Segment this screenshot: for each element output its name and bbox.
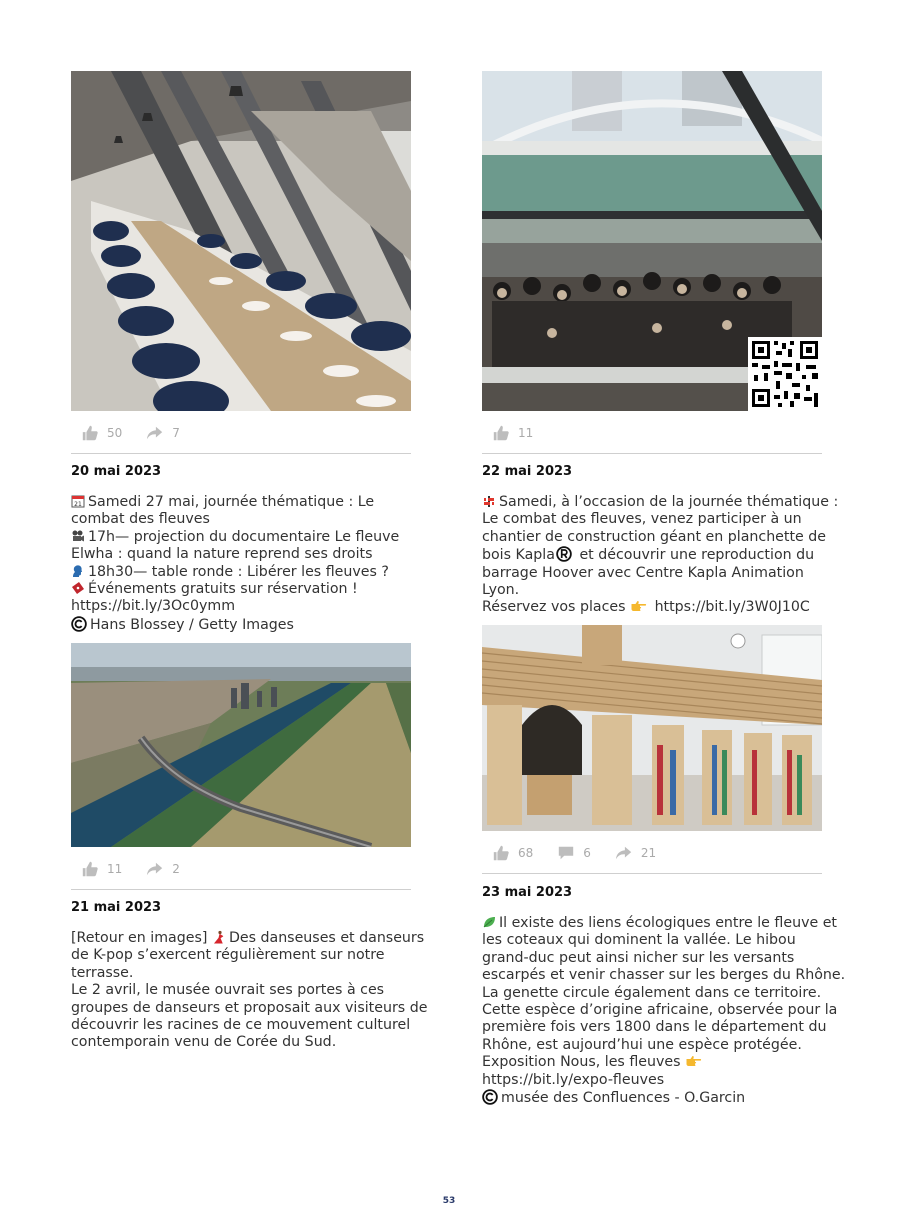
post-line-text: musée des Confluences - O.Garcin — [501, 1090, 746, 1107]
like-count[interactable] — [81, 424, 122, 442]
post-line-text: et découvrir une reproduction du — [579, 547, 815, 564]
share-arrow-icon — [146, 860, 164, 878]
like-count[interactable] — [492, 844, 533, 862]
ticket-icon — [71, 581, 85, 595]
comment-count[interactable] — [557, 844, 591, 862]
post-line-text: bois Kapla — [482, 547, 555, 564]
thumbs-up-icon — [81, 424, 99, 442]
share-count[interactable] — [615, 844, 656, 862]
copyright-icon — [482, 1089, 498, 1105]
post-date: 22 mai 2023 — [482, 464, 573, 479]
left-column — [71, 71, 428, 1071]
post-date: 23 mai 2023 — [482, 885, 573, 900]
post-line: barrage Hoover avec Centre Kapla Animation — [482, 564, 804, 581]
post-line: chantier de construction géant en planchette de — [482, 528, 827, 545]
post-line-text: Il existe des liens écologiques entre le fleuve et — [499, 915, 837, 931]
post-line-text: 18h30— table ronde : Libérer les fleuves ? — [88, 563, 389, 580]
post-line: Lyon. — [482, 582, 520, 599]
comment-icon — [557, 844, 575, 862]
qr-code-icon[interactable] — [748, 337, 822, 411]
post-line: escarpés et venir chasser sur les berges du Rhône. — [482, 967, 846, 984]
post-line: grand-duc peut ainsi nicher sur les versants — [482, 949, 795, 966]
like-count[interactable] — [492, 424, 533, 442]
post-line: Cette espèce d’origine africaine, observée pour la — [482, 1002, 838, 1019]
post-line-text: Samedi 27 mai, journée thématique : Le — [88, 494, 375, 510]
thumbs-up-icon — [492, 844, 510, 862]
post-link[interactable]: https://bit.ly/3Oc0ymm — [71, 598, 236, 615]
like-count[interactable] — [81, 860, 122, 878]
post-text — [482, 915, 846, 1107]
post-date: 21 mai 2023 — [71, 900, 162, 915]
post-line-text: Hans Blossey / Getty Images — [90, 616, 294, 633]
post-link[interactable]: https://bit.ly/3W0J10C — [654, 599, 810, 616]
kapla-construction-photo — [482, 625, 822, 831]
post-line — [71, 564, 416, 581]
post-line: découvrir les racines de ce mouvement culturel — [71, 1017, 411, 1034]
post-text — [482, 494, 839, 617]
post-line-text: Des danseuses et danseurs — [228, 930, 425, 946]
post-line — [482, 1089, 827, 1107]
like-count-value: 11 — [107, 862, 123, 876]
share-count[interactable] — [146, 860, 180, 878]
post-line — [482, 915, 837, 932]
post-stats — [482, 833, 822, 874]
right-column — [482, 71, 846, 1131]
movie-camera-icon — [71, 529, 85, 543]
svg-text:21: 21 — [74, 501, 82, 508]
post-line: contemporain venu de Corée du Sud. — [71, 1034, 337, 1051]
pointing-hand-icon — [685, 1054, 702, 1068]
dancers-photo — [482, 71, 822, 411]
post-line: La genette circule également dans ce territoire. — [482, 984, 822, 1001]
post-line: combat des fleuves — [71, 511, 210, 528]
leaf-icon — [482, 915, 496, 929]
post-line: Le 2 avril, le musée ouvrait ses portes à ces — [71, 982, 385, 999]
share-count-value: 2 — [172, 862, 180, 876]
share-count-value: 21 — [640, 846, 657, 860]
post-line: groupes de danseurs et proposait aux visiteurs de — [71, 999, 428, 1016]
like-count-value: 50 — [107, 426, 123, 440]
post-line: Rhône, est aujourd’hui une espèce protégée. — [482, 1036, 802, 1053]
post-line: de K-pop s’exercent régulièrement sur notre — [71, 947, 385, 964]
river-aerial-photo — [71, 643, 411, 847]
post-line — [482, 494, 839, 511]
dancer-icon — [212, 930, 226, 944]
post-line-text: Exposition Nous, les fleuves — [482, 1054, 681, 1071]
share-arrow-icon — [615, 844, 633, 862]
copyright-icon — [71, 616, 87, 632]
post-line-text: Samedi, à l’occasion de la journée thématique : — [499, 494, 839, 510]
post-line: première fois vers 1800 dans le département du — [482, 1019, 827, 1036]
pointing-hand-icon — [630, 599, 647, 613]
post-line-text: 17h— projection du documentaire Le fleuve — [88, 528, 400, 545]
post-line — [482, 599, 827, 616]
post-stats — [482, 413, 822, 454]
post-text — [71, 494, 416, 634]
post-line-text: Événements gratuits sur réservation ! — [88, 581, 358, 598]
post-line — [71, 494, 416, 511]
share-count-value: 7 — [172, 426, 180, 440]
post-line — [71, 581, 416, 598]
thumbs-up-icon — [81, 860, 99, 878]
post-stats — [71, 849, 411, 890]
post-line — [71, 616, 416, 634]
post-line — [71, 529, 416, 546]
restaurant-photo — [71, 71, 411, 411]
post-line: terrasse. — [71, 964, 134, 981]
share-count[interactable] — [146, 424, 180, 442]
post-line-text: Réservez vos places — [482, 599, 626, 616]
like-count-value: 11 — [518, 426, 534, 440]
page-number: 53 — [442, 1196, 456, 1206]
post-stats — [71, 413, 411, 454]
share-arrow-icon — [146, 424, 164, 442]
post-line — [482, 546, 827, 564]
post-line — [482, 1054, 827, 1071]
post-link[interactable]: https://bit.ly/expo-fleuves — [482, 1071, 665, 1088]
thumbs-up-icon — [492, 424, 510, 442]
construction-icon — [482, 494, 496, 508]
post-line — [71, 930, 425, 947]
speaking-head-icon — [71, 564, 85, 578]
post-line: Elwha : quand la nature reprend ses droits — [71, 546, 373, 563]
like-count-value: 68 — [518, 846, 534, 860]
comment-count-value: 6 — [583, 846, 591, 860]
post-text — [71, 930, 428, 1052]
calendar-icon — [71, 494, 85, 508]
post-line: les coteaux qui dominent la vallée. Le hibou — [482, 932, 796, 949]
registered-icon — [556, 546, 572, 562]
post-date: 20 mai 2023 — [71, 464, 162, 479]
post-line-text: [Retour en images] — [71, 930, 208, 946]
post-line: Le combat des fleuves, venez participer à un — [482, 511, 802, 528]
